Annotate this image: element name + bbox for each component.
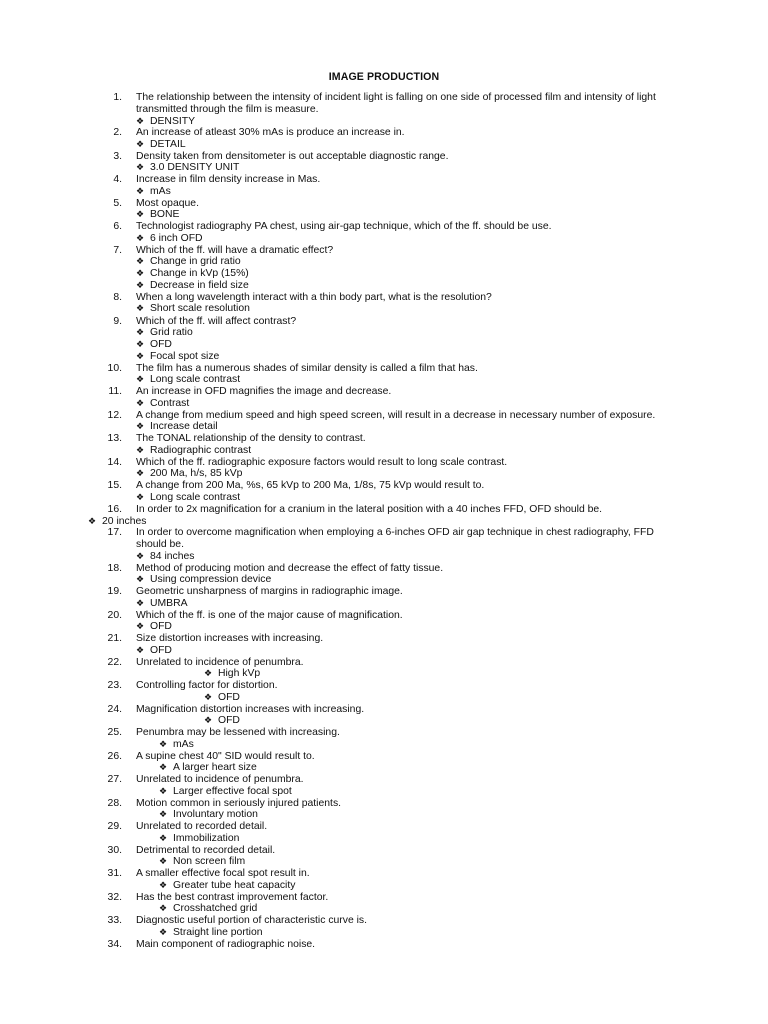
question-text: Has the best contrast improvement factor. <box>136 892 329 903</box>
page-title: IMAGE PRODUCTION <box>328 71 440 83</box>
diamond-bullet-icon: ❖ <box>136 327 145 337</box>
answer-item <box>136 256 241 268</box>
answer-item <box>136 139 186 151</box>
question-number: 12. <box>107 410 122 421</box>
question-number: 24. <box>107 704 122 715</box>
question-number: 16. <box>107 504 122 515</box>
answer-text: A larger heart size <box>173 762 257 773</box>
diamond-bullet-icon: ❖ <box>136 645 145 655</box>
answer-item <box>88 516 146 528</box>
answer-item <box>159 762 257 774</box>
answer-text: Decrease in field size <box>150 280 249 291</box>
answer-item <box>136 621 172 633</box>
question-number: 8. <box>113 292 122 303</box>
answer-item <box>136 468 242 480</box>
answer-item <box>204 715 240 727</box>
answer-text: BONE <box>150 209 180 220</box>
diamond-bullet-icon: ❖ <box>159 762 168 772</box>
diamond-bullet-icon: ❖ <box>136 574 145 584</box>
answer-item <box>136 351 219 363</box>
question-text: When a long wavelength interact with a thin body part, what is the resolution? <box>136 292 492 303</box>
answer-item <box>159 739 194 751</box>
answer-text: OFD <box>150 339 172 350</box>
answer-text: OFD <box>218 715 240 726</box>
answer-text: Change in kVp (15%) <box>150 268 249 279</box>
question-text: Diagnostic useful portion of characteristic curve is. <box>136 915 368 926</box>
answer-item <box>136 374 240 386</box>
answer-item <box>159 833 239 845</box>
answer-item <box>136 209 179 221</box>
question-text: Controlling factor for distortion. <box>136 680 278 691</box>
diamond-bullet-icon: ❖ <box>159 856 168 866</box>
answer-item <box>136 303 250 315</box>
answer-item <box>136 162 239 174</box>
question-number: 27. <box>107 774 122 785</box>
question-text: Increase in film density increase in Mas. <box>136 174 321 185</box>
question-text: Motion common in seriously injured patients. <box>136 798 342 809</box>
question-number: 19. <box>107 586 122 597</box>
question-number: 30. <box>107 845 122 856</box>
answer-text: mAs <box>173 739 194 750</box>
question-text: Unrelated to incidence of penumbra. <box>136 657 304 668</box>
answer-text: Long scale contrast <box>150 492 241 503</box>
answer-text: Change in grid ratio <box>150 256 241 267</box>
question-number: 7. <box>113 245 122 256</box>
question-number: 6. <box>113 221 122 232</box>
diamond-bullet-icon: ❖ <box>136 162 145 172</box>
question-number: 10. <box>107 363 122 374</box>
question-number: 34. <box>107 939 122 950</box>
answer-item <box>159 856 245 868</box>
diamond-bullet-icon: ❖ <box>136 209 145 219</box>
diamond-bullet-icon: ❖ <box>136 374 145 384</box>
question-number: 33. <box>107 915 122 926</box>
question-text: Which of the ff. is one of the major cause of magnification. <box>136 610 403 621</box>
answer-text: Greater tube heat capacity <box>173 880 296 891</box>
answer-text: Immobilization <box>173 833 240 844</box>
question-text: In order to overcome magnification when employing a 6-inches OFD air gap technique in chest radiography, FFD should be. <box>136 527 654 550</box>
answer-text: OFD <box>150 621 172 632</box>
question-text: An increase of atleast 30% mAs is produce an increase in. <box>136 127 405 138</box>
answer-item <box>136 280 249 292</box>
answer-item <box>159 880 295 892</box>
answer-text: 84 inches <box>150 551 195 562</box>
question-number: 25. <box>107 727 122 738</box>
question-text: Detrimental to recorded detail. <box>136 845 276 856</box>
diamond-bullet-icon: ❖ <box>88 516 97 526</box>
answer-text: OFD <box>150 645 172 656</box>
question-text: A supine chest 40" SID would result to. <box>136 751 315 762</box>
answer-text: Short scale resolution <box>150 303 250 314</box>
diamond-bullet-icon: ❖ <box>136 116 145 126</box>
diamond-bullet-icon: ❖ <box>204 668 213 678</box>
question-number: 4. <box>113 174 122 185</box>
question-text: Technologist radiography PA chest, using air-gap technique, which of the ff. should be use. <box>136 221 552 232</box>
answer-item <box>136 233 203 245</box>
question-text: Magnification distortion increases with increasing. <box>136 704 365 715</box>
question-text: A change from medium speed and high speed screen, will result in a decrease in necessary number of exposure. <box>136 410 656 421</box>
question-text: Density taken from densitometer is out acceptable diagnostic range. <box>136 151 449 162</box>
diamond-bullet-icon: ❖ <box>136 551 145 561</box>
diamond-bullet-icon: ❖ <box>159 927 168 937</box>
diamond-bullet-icon: ❖ <box>159 786 168 796</box>
question-text: Which of the ff. will have a dramatic effect? <box>136 245 334 256</box>
diamond-bullet-icon: ❖ <box>159 809 168 819</box>
answer-text: OFD <box>218 692 240 703</box>
question-text: An increase in OFD magnifies the image and decrease. <box>136 386 392 397</box>
diamond-bullet-icon: ❖ <box>204 692 213 702</box>
diamond-bullet-icon: ❖ <box>136 492 145 502</box>
question-number: 1. <box>113 92 122 103</box>
question-text: Size distortion increases with increasing. <box>136 633 324 644</box>
answer-text: 200 Ma, h/s, 85 kVp <box>150 468 243 479</box>
answer-item <box>136 492 240 504</box>
question-text: Geometric unsharpness of margins in radiographic image. <box>136 586 403 597</box>
answer-item <box>136 421 218 433</box>
answer-text: Contrast <box>150 398 190 409</box>
answer-item <box>204 692 240 704</box>
question-text: Unrelated to incidence of penumbra. <box>136 774 304 785</box>
diamond-bullet-icon: ❖ <box>159 903 168 913</box>
question-text: Which of the ff. radiographic exposure factors would result to long scale contrast. <box>136 457 508 468</box>
answer-text: 6 inch OFD <box>150 233 203 244</box>
answer-item <box>159 786 292 798</box>
answer-text: 20 inches <box>102 516 147 527</box>
question-number: 5. <box>113 198 122 209</box>
question-number: 22. <box>107 657 122 668</box>
question-text: A smaller effective focal spot result in. <box>136 868 310 879</box>
question-number: 13. <box>107 433 122 444</box>
question-text: Most opaque. <box>136 198 199 209</box>
answer-text: Non screen film <box>173 856 246 867</box>
answer-text: Involuntary motion <box>173 809 258 820</box>
diamond-bullet-icon: ❖ <box>136 621 145 631</box>
answer-text: Straight line portion <box>173 927 263 938</box>
diamond-bullet-icon: ❖ <box>136 186 145 196</box>
answer-item <box>159 903 257 915</box>
question-number: 3. <box>113 151 122 162</box>
answer-item <box>136 268 249 280</box>
question-text: Which of the ff. will affect contrast? <box>136 316 297 327</box>
answer-text: Focal spot size <box>150 351 220 362</box>
answer-item <box>136 645 172 657</box>
question-number: 31. <box>107 868 122 879</box>
answer-item <box>136 551 194 563</box>
diamond-bullet-icon: ❖ <box>136 598 145 608</box>
question-number: 21. <box>107 633 122 644</box>
diamond-bullet-icon: ❖ <box>159 880 168 890</box>
question-number: 9. <box>113 316 122 327</box>
answer-text: Grid ratio <box>150 327 193 338</box>
diamond-bullet-icon: ❖ <box>159 833 168 843</box>
answer-text: Increase detail <box>150 421 218 432</box>
diamond-bullet-icon: ❖ <box>136 139 145 149</box>
question-number: 32. <box>107 892 122 903</box>
question-number: 17. <box>107 527 122 538</box>
question-text: Penumbra may be lessened with increasing. <box>136 727 340 738</box>
question-text: Method of producing motion and decrease the effect of fatty tissue. <box>136 563 444 574</box>
answer-text: Using compression device <box>150 574 272 585</box>
answer-item <box>136 186 171 198</box>
diamond-bullet-icon: ❖ <box>136 303 145 313</box>
answer-text: Radiographic contrast <box>150 445 252 456</box>
question-text: The relationship between the intensity of incident light is falling on one side of processed film and intensity of light transmitted through the film is measure. <box>136 92 656 115</box>
diamond-bullet-icon: ❖ <box>136 398 145 408</box>
diamond-bullet-icon: ❖ <box>136 268 145 278</box>
diamond-bullet-icon: ❖ <box>136 339 145 349</box>
diamond-bullet-icon: ❖ <box>136 351 145 361</box>
question-number: 29. <box>107 821 122 832</box>
diamond-bullet-icon: ❖ <box>136 421 145 431</box>
diamond-bullet-icon: ❖ <box>159 739 168 749</box>
question-number: 2. <box>113 127 122 138</box>
question-text: Unrelated to recorded detail. <box>136 821 268 832</box>
diamond-bullet-icon: ❖ <box>204 715 213 725</box>
answer-item <box>136 116 195 128</box>
answer-item <box>204 668 260 680</box>
diamond-bullet-icon: ❖ <box>136 256 145 266</box>
question-text: The TONAL relationship of the density to contrast. <box>136 433 366 444</box>
diamond-bullet-icon: ❖ <box>136 280 145 290</box>
answer-text: mAs <box>150 186 171 197</box>
answer-item <box>159 927 263 939</box>
answer-text: UMBRA <box>150 598 188 609</box>
answer-item <box>136 339 172 351</box>
answer-item <box>136 574 271 586</box>
question-number: 20. <box>107 610 122 621</box>
question-number: 15. <box>107 480 122 491</box>
answer-text: DENSITY <box>150 116 196 127</box>
answer-item <box>136 445 251 457</box>
question-number: 26. <box>107 751 122 762</box>
answer-text: High kVp <box>218 668 261 679</box>
diamond-bullet-icon: ❖ <box>136 468 145 478</box>
question-number: 14. <box>107 457 122 468</box>
diamond-bullet-icon: ❖ <box>136 233 145 243</box>
answer-item <box>159 809 258 821</box>
question-text: The film has a numerous shades of similar density is called a film that has. <box>136 363 478 374</box>
answer-text: Crosshatched grid <box>173 903 258 914</box>
question-number: 18. <box>107 563 122 574</box>
question-text: In order to 2x magnification for a cranium in the lateral position with a 40 inches FFD, OFD should be. <box>136 504 603 515</box>
question-text: Main component of radiographic noise. <box>136 939 316 950</box>
diamond-bullet-icon: ❖ <box>136 445 145 455</box>
question-number: 23. <box>107 680 122 691</box>
question-text: A change from 200 Ma, %s, 65 kVp to 200 Ma, 1/8s, 75 kVp would result to. <box>136 480 485 491</box>
answer-text: Long scale contrast <box>150 374 241 385</box>
question-number: 11. <box>108 386 122 397</box>
answer-text: Larger effective focal spot <box>173 786 292 797</box>
answer-text: DETAIL <box>150 139 186 150</box>
answer-item <box>136 327 193 339</box>
answer-item <box>136 398 189 410</box>
answer-text: 3.0 DENSITY UNIT <box>150 162 240 173</box>
question-number: 28. <box>107 798 122 809</box>
answer-item <box>136 598 188 610</box>
